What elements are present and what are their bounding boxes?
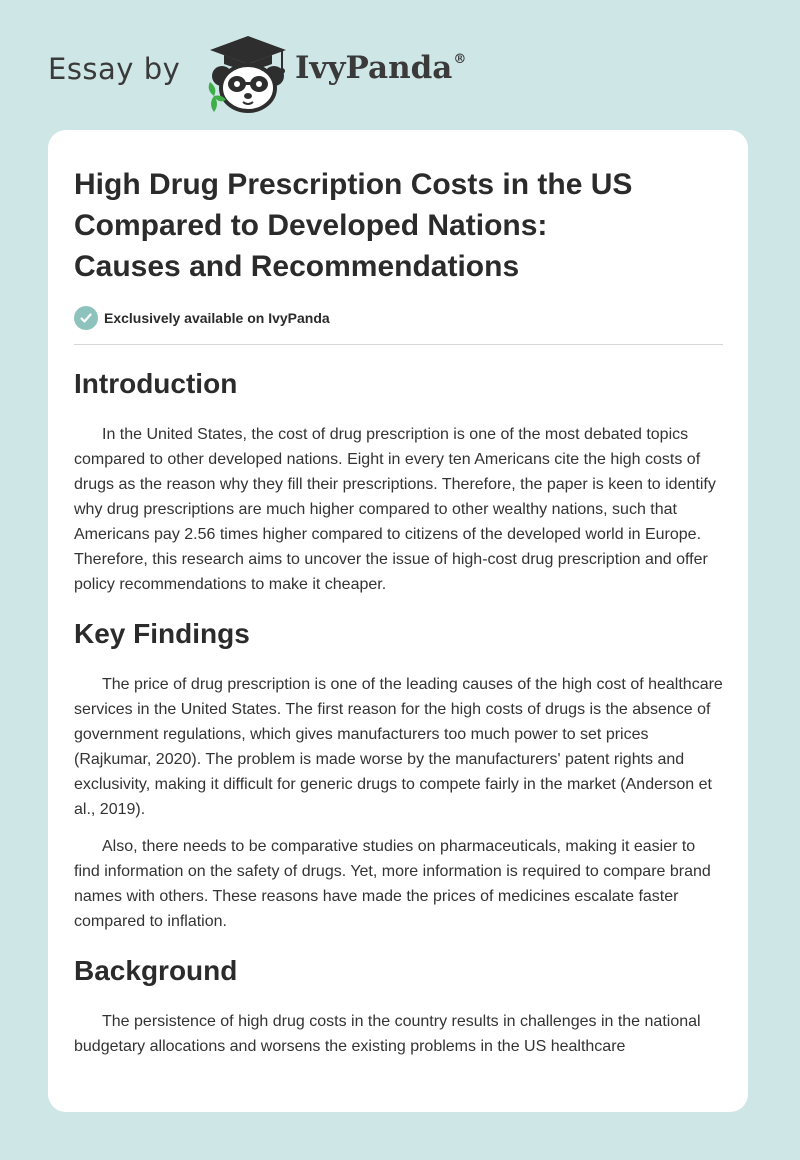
section-heading-introduction: Introduction (74, 368, 238, 399)
paragraph: The price of drug prescription is one of the leading causes of the high cost of healthcare services in the United States. The first reason for the high costs of drugs is the absence of government regulations, which gives manufacturers too much power to set prices (Rajkumar, 2020). The problem is made worse by the manufacturers' patent rights and exclusivity, making it difficult for generic drugs to compete fairly in the market (Anderson et al., 2019). (74, 676, 723, 818)
title-line: Compared to Developed Nations: (74, 209, 548, 242)
essay-content (74, 164, 723, 1059)
essay-by-label: Essay by (48, 52, 181, 86)
paragraph: In the United States, the cost of drug prescription is one of the most debated topics compared to other developed nations. Eight in every ten Americans cite the high costs of drugs as the reason why they fill their prescriptions. Therefore, the paper is keen to identify why drug prescriptions are much higher compared to other wealthy nations, such that Americans pay 2.56 times higher compared to citizens of the developed world in Europe. Therefore, this research aims to uncover the issue of high-cost drug prescription and offer policy recommendations to make it cheaper. (74, 426, 716, 593)
section-heading-background: Background (74, 955, 238, 986)
paragraph: Also, there needs to be comparative studies on pharmaceuticals, making it easier to find information on the safety of drugs. Yet, more information is required to compare brand names with others. These reasons have made the prices of medicines escalate faster compared to inflation. (74, 838, 711, 930)
title-line: Causes and Recommendations (74, 250, 520, 283)
page-title (74, 164, 723, 287)
check-circle-icon (74, 306, 98, 330)
exclusive-badge (74, 305, 723, 331)
divider (74, 344, 723, 345)
paragraph: The persistence of high drug costs in the country results in challenges in the national budgetary allocations and worsens the existing problems in the US healthcare (74, 1013, 701, 1055)
title-line: High Drug Prescription Costs in the US (74, 168, 633, 201)
registered-mark: ® (453, 52, 467, 67)
section-heading-key-findings: Key Findings (74, 618, 250, 649)
panda-graduate-icon[interactable] (200, 34, 296, 114)
exclusive-label: Exclusively available on IvyPanda (104, 310, 330, 326)
site-header (0, 0, 800, 130)
essay-card (48, 130, 748, 1112)
brand-name[interactable]: IvyPanda® (295, 50, 467, 86)
